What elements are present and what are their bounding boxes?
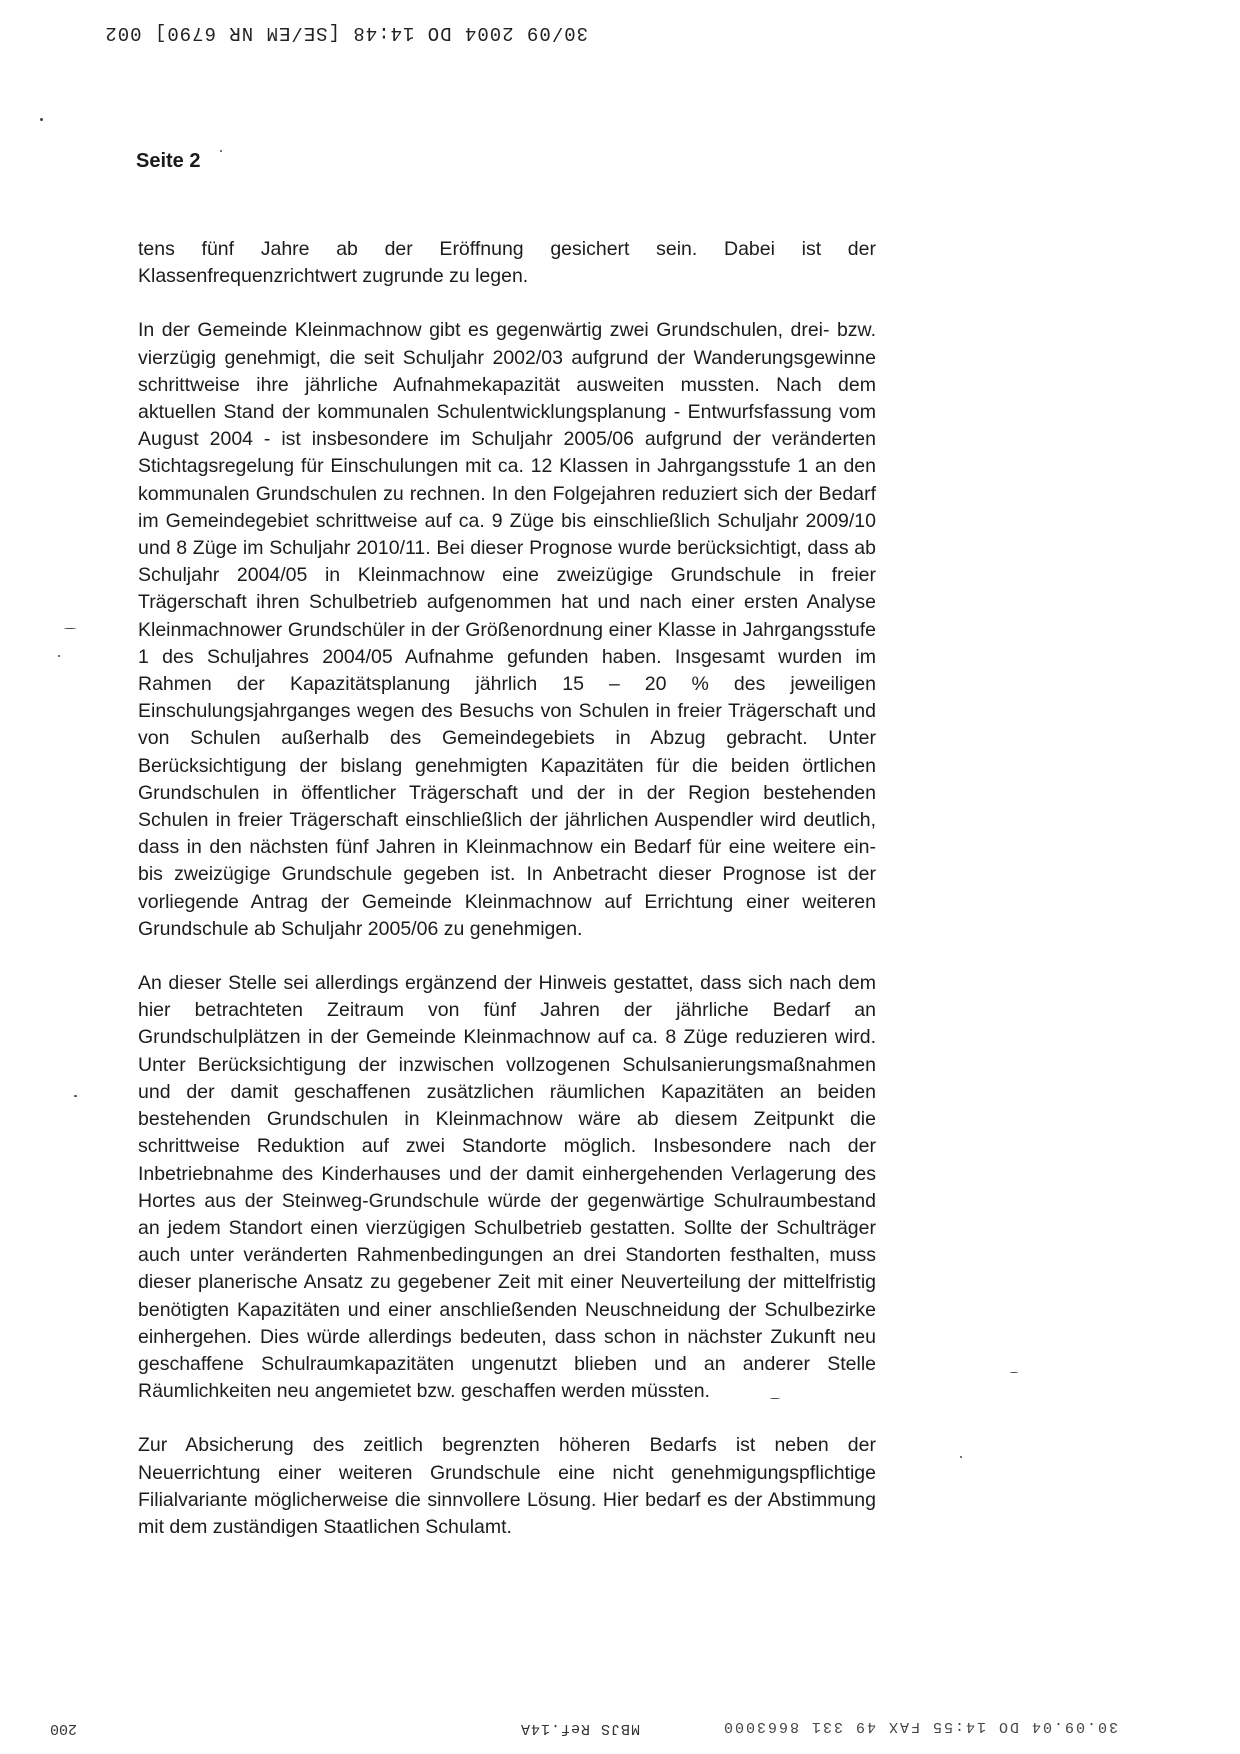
fax-sender-id: MBJS Ref.14A [520,1720,641,1737]
paragraph-continuation: tens fünf Jahre ab der Eröffnung gesichert sein. Dabei ist der Klassenfrequenzrichtwert zugrunde zu legen. [138,238,876,288]
fax-transmission-header: 30/09 2004 DO 14:48 [SE/EM NR 6790] 002 [104,22,588,44]
scan-speck [58,655,60,657]
letter-body [138,236,876,1568]
scan-speck [1010,1372,1018,1373]
scan-speck [74,1095,77,1097]
paragraph-capacity-note: An dieser Stelle sei allerdings ergänzend der Hinweis gestattet, dass sich nach dem hier betrachteten Zeitraum von fünf Jahren der jährliche Bedarf an Grundschulplätzen in der Gemeinde Kleinmachnow auf ca. 8 Züge reduzieren wird. Unter Berücksichtigung der inzwischen vollzogenen Schulsanierungsmaßnahmen und der damit geschaffenen zusätzlichen räumlichen Kapazitäten an beiden bestehenden Grundschulen in Kleinmachnow wäre ab diesem Zeitpunkt die schrittweise Reduktion auf zwei Standorte möglich. Insbesondere nach der Inbetriebnahme des Kinderhauses und der damit einhergehenden Verlagerung des Hortes aus der Steinweg-Grundschule würde der gegenwärtige Schulraumbestand an jedem Standort einen vierzügigen Schulbetrieb gestatten. Sollte der Schulträger auch unter veränderten Rahmenbedingungen an drei Standorten festhalten, muss dieser planerische Ansatz zu gegebener Zeit mit einer Neuverteilung der mittelfristig benötigten Kapazitäten und einer anschließenden Neuschneidung der Schulbezirke einhergehen. Dies würde allerdings bedeuten, dass schon in nächster Zukunft neu geschaffene Schulraumkapazitäten ungenutzt blieben und an anderer Stelle Räumlichkeiten neu angemietet bzw. geschaffen werden müssten. [138,972,876,1403]
paragraph-branch-option: Zur Absicherung des zeitlich begrenzten höheren Bedarfs ist neben der Neuerrichtung einer weiteren Grundschule eine nicht genehmigungspflichtige Filialvariante möglicherweise die sinnvollere Lösung. Hier bedarf es der Abstimmung mit dem zuständigen Staatlichen Schulamt. [138,1434,876,1538]
scan-speck [40,118,43,121]
fax-page-code: 200 [50,1720,78,1737]
scan-speck [220,150,222,152]
fax-transmission-footer: 30.09.04 DO 14:55 FAX 49 331 8663000 [722,1718,1119,1735]
paragraph-demand-forecast: In der Gemeinde Kleinmachnow gibt es gegenwärtig zwei Grundschulen, drei- bzw. vierzügig genehmigt, die seit Schuljahr 2002/03 aufgrund der Wanderungsgewinne schrittweise ihre jährliche Aufnahmekapazität ausweiten mussten. Nach dem aktuellen Stand der kommunalen Schulentwicklungsplanung - Entwurfsfassung vom August 2004 - ist insbesondere im Schuljahr 2005/06 aufgrund der veränderten Stichtagsregelung für Einschulungen mit ca. 12 Klassen in Jahrgangsstufe 1 an den kommunalen Grundschulen zu rechnen. In den Folgejahren reduziert sich der Bedarf im Gemeindegebiet schrittweise auf ca. 9 Züge bis einschließlich Schuljahr 2009/10 und 8 Züge im Schuljahr 2010/11. Bei dieser Prognose wurde berücksichtigt, dass ab Schuljahr 2004/05 in Kleinmachnow eine zweizügige Grundschule in freier Trägerschaft ihren Schulbetrieb aufgenommen hat und nach einer ersten Analyse Kleinmachnower Grundschüler in der Größenordnung einer Klasse in Jahrgangsstufe 1 des Schuljahres 2004/05 Aufnahme gefunden haben. Insgesamt wurden im Rahmen der Kapazitätsplanung jährlich 15 – 20 % des jeweiligen Einschulungsjahrganges wegen des Besuchs von Schulen in freier Trägerschaft und von Schulen außerhalb des Gemeindegebiets in Abzug gebracht. Unter Berücksichtigung der bislang genehmigten Kapazitäten für die beiden örtlichen Grundschulen in öffentlicher Trägerschaft und der in der Region bestehenden Schulen in freier Trägerschaft einschließlich der jährlichen Auspendler wird deutlich, dass in den nächsten fünf Jahren in Kleinmachnow ein Bedarf für eine weitere ein- bis zweizügige Grundschule gegeben ist. In Anbetracht dieser Prognose ist der vorliegende Antrag der Gemeinde Kleinmachnow auf Errichtung einer weiteren Grundschule ab Schuljahr 2005/06 zu genehmigen. [138,319,876,940]
scan-speck [64,628,76,629]
page-number-label: Seite 2 [136,150,201,172]
scan-speck [960,1456,962,1458]
scan-speck [770,1398,780,1399]
